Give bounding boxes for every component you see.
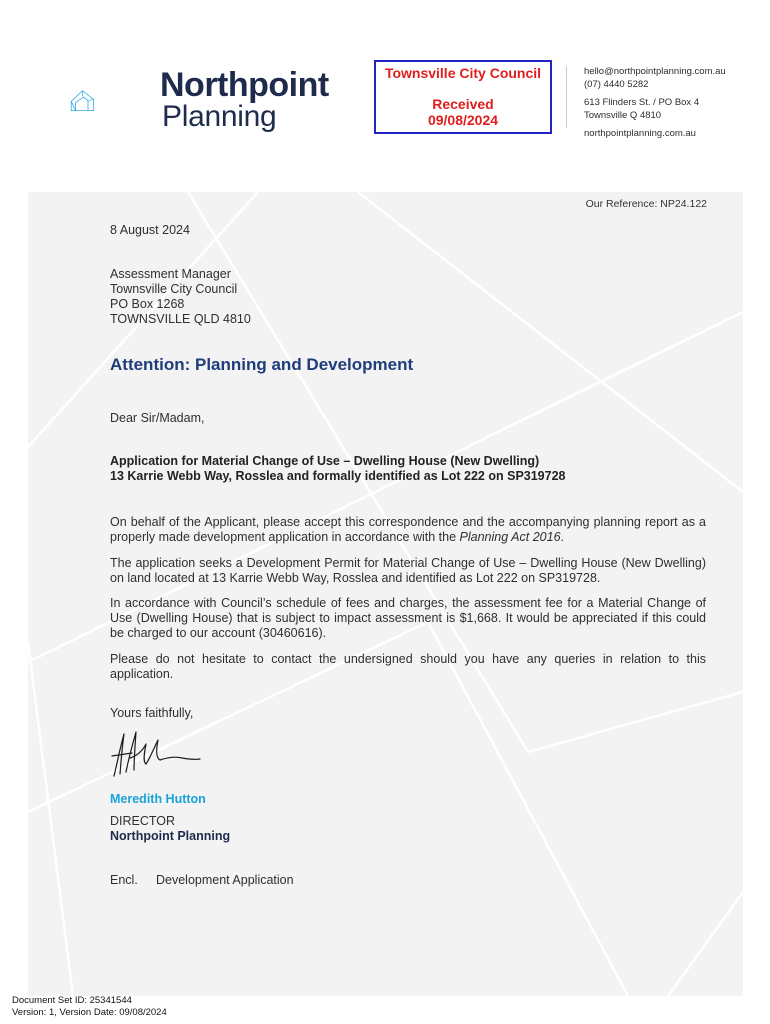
signer-role: DIRECTOR bbox=[110, 814, 176, 828]
contact-address-line1: 613 Flinders St. / PO Box 4 bbox=[584, 97, 700, 108]
recipient-line: PO Box 1268 bbox=[110, 297, 185, 311]
paragraph-4: Please do not hesitate to contact the undersigned should you have any queries in relation to this application. bbox=[110, 652, 706, 681]
subject-line: Application for Material Change of Use – Dwelling House (New Dwelling) bbox=[110, 454, 540, 468]
stamp-council: Townsville City Council bbox=[384, 65, 542, 81]
paragraph-1-act: Planning Act 2016 bbox=[459, 530, 561, 544]
paragraph-2: The application seeks a Development Permit for Material Change of Use – Dwelling House (New Dwelling) on land located at 13 Karrie Webb Way, Rosslea and identified as Lot 222 on SP319728. bbox=[110, 556, 706, 585]
recipient-line: Townsville City Council bbox=[110, 282, 238, 296]
contact-email[interactable]: hello@northpointplanning.com.au bbox=[584, 66, 726, 77]
enclosure bbox=[110, 873, 294, 887]
contact-block bbox=[584, 66, 726, 141]
closing: Yours faithfully, bbox=[110, 706, 194, 720]
recipient-line: TOWNSVILLE QLD 4810 bbox=[110, 312, 251, 326]
header-divider bbox=[566, 66, 567, 128]
paragraph-1-end: . bbox=[560, 530, 565, 544]
salutation: Dear Sir/Madam, bbox=[110, 411, 205, 425]
subject-heading bbox=[110, 454, 566, 484]
recipient-line: Assessment Manager bbox=[110, 267, 231, 281]
reference-number: Our Reference: NP24.122 bbox=[585, 198, 707, 210]
enclosure-label: Encl. bbox=[110, 873, 138, 887]
contact-website[interactable]: northpointplanning.com.au bbox=[584, 128, 696, 139]
logo-wordmark-line1: Northpoint bbox=[160, 66, 329, 104]
received-stamp bbox=[374, 60, 552, 134]
contact-address-line2: Townsville Q 4810 bbox=[584, 109, 662, 121]
document-version: Version: 1, Version Date: 09/08/2024 bbox=[12, 1007, 167, 1018]
signer-company: Northpoint Planning bbox=[110, 829, 231, 843]
attention-heading: Attention: Planning and Development bbox=[110, 355, 414, 374]
enclosure-item: Development Application bbox=[156, 873, 294, 887]
stamp-date: 09/08/2024 bbox=[427, 112, 499, 128]
letter-date: 8 August 2024 bbox=[110, 223, 190, 237]
recipient-address bbox=[110, 267, 251, 327]
document-footer bbox=[12, 995, 167, 1019]
logo-wordmark-line2: Planning bbox=[162, 100, 277, 133]
stamp-received: Received bbox=[432, 96, 494, 112]
subject-line: 13 Karrie Webb Way, Rosslea and formally identified as Lot 222 on SP319728 bbox=[110, 469, 566, 483]
paragraph-1 bbox=[110, 515, 706, 545]
document-set-id: Document Set ID: 25341544 bbox=[12, 995, 132, 1006]
signer-name: Meredith Hutton bbox=[110, 792, 206, 806]
northpoint-logo-icon bbox=[70, 66, 160, 136]
handwritten-signature bbox=[108, 728, 208, 780]
paragraph-1-text: On behalf of the Applicant, please accept this correspondence and the accompanying planning report as a properly made development application in accordance with the bbox=[110, 515, 706, 544]
paragraph-3: In accordance with Council’s schedule of fees and charges, the assessment fee for a Material Change of Use (Dwelling House) that is subject to impact assessment is $1,668. It would be appreciated if this could be charged to our account (30460616). bbox=[110, 596, 706, 640]
contact-phone: (07) 4440 5282 bbox=[584, 78, 649, 90]
